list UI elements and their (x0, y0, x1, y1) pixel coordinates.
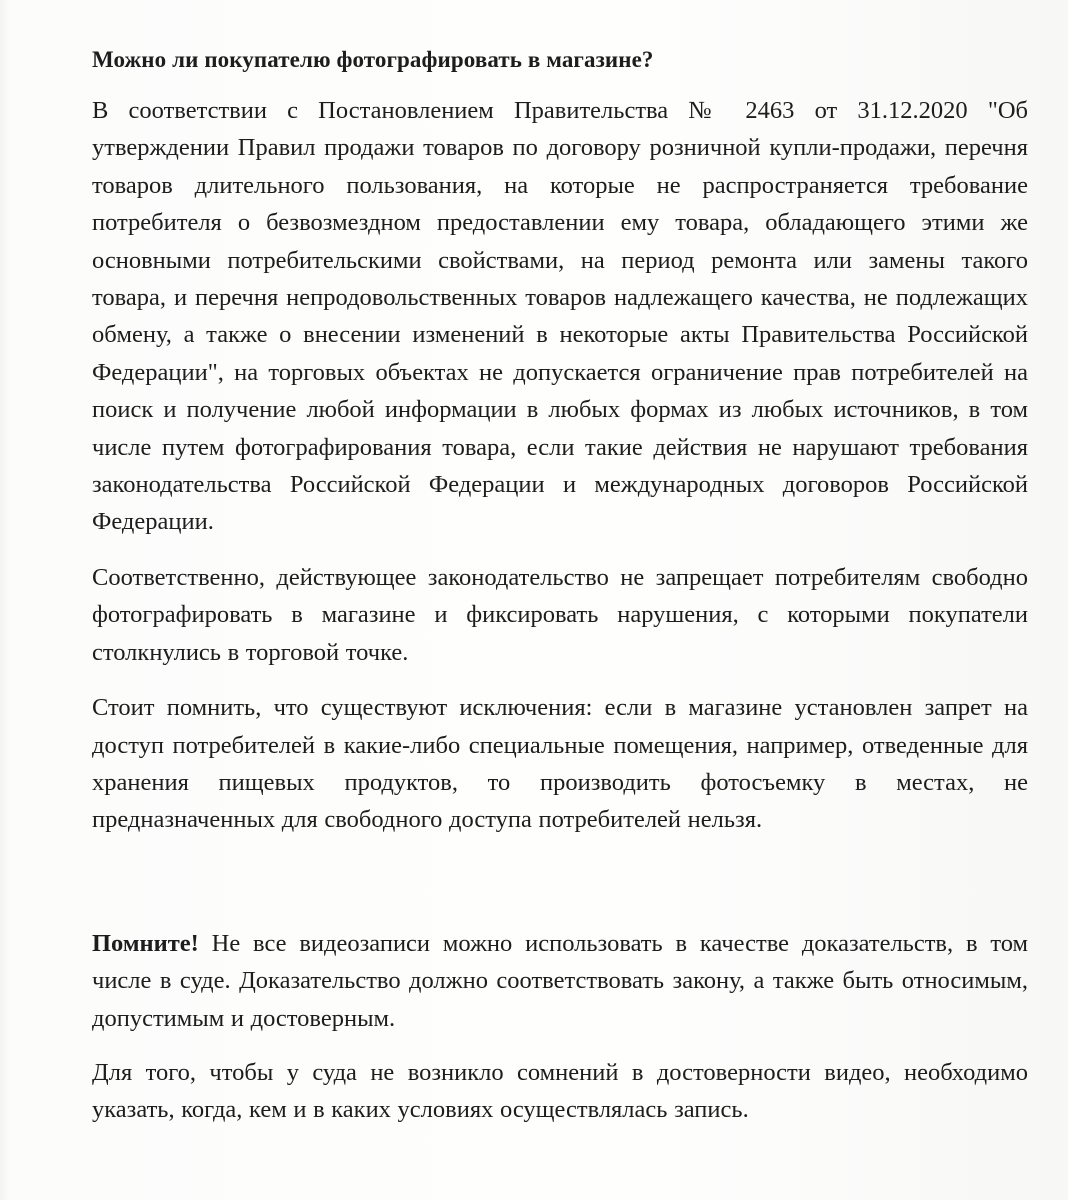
paragraph-reminder (92, 925, 1028, 1037)
section-gap (92, 839, 1028, 925)
paragraph-regulation: В соответствии с Постановлением Правительства № 2463 от 31.12.2020 "Об утверждении Правил продажи товаров по договору розничной купли-продажи, перечня товаров длительного пользования, на которые не распространяется требование потребителя о безвозмездном предоставлении ему товара, обладающего этими же основными потребительскими свойствами, на период ремонта или замены такого товара, и перечня непродовольственных товаров надлежащего качества, не подлежащих обмену, а также о внесении изменений в некоторые акты Правительства Российской Федерации", на торговых объектах не допускается ограничение прав потребителей на поиск и получение любой информации в любых формах из любых источников, в том числе путем фотографирования товара, если такие действия не нарушают требования законодательства Российской Федерации и международных договоров Российской Федерации. (92, 97, 1028, 536)
reminder-text: Не все видеозаписи можно использовать в качестве доказательств, в том числе в суде. Доказательство должно соответствовать закону, а также быть относимым, допустимым и достоверным. (92, 929, 1028, 1032)
paragraph-exceptions: Стоит помнить, что существуют исключения: если в магазине установлен запрет на доступ потребителей в какие-либо специальные помещения, например, отведенные для хранения пищевых продуктов, то производить фотосъемку в местах, не предназначенных для свободного доступа потребителей нельзя. (92, 694, 1028, 834)
reminder-lead: Помните! (92, 929, 199, 957)
paragraph-conclusion: Соответственно, действующее законодательство не запрещает потребителям свободно фотографировать в магазине и фиксировать нарушения, с которыми покупатели столкнулись в торговой точке. (92, 563, 1028, 666)
paragraph-video-evidence: Для того, чтобы у суда не возникло сомнений в достоверности видео, необходимо указать, когда, кем и в каких условиях осуществлялась запись. (92, 1058, 1028, 1124)
document-title: Можно ли покупателю фотографировать в магазине? (92, 47, 654, 72)
